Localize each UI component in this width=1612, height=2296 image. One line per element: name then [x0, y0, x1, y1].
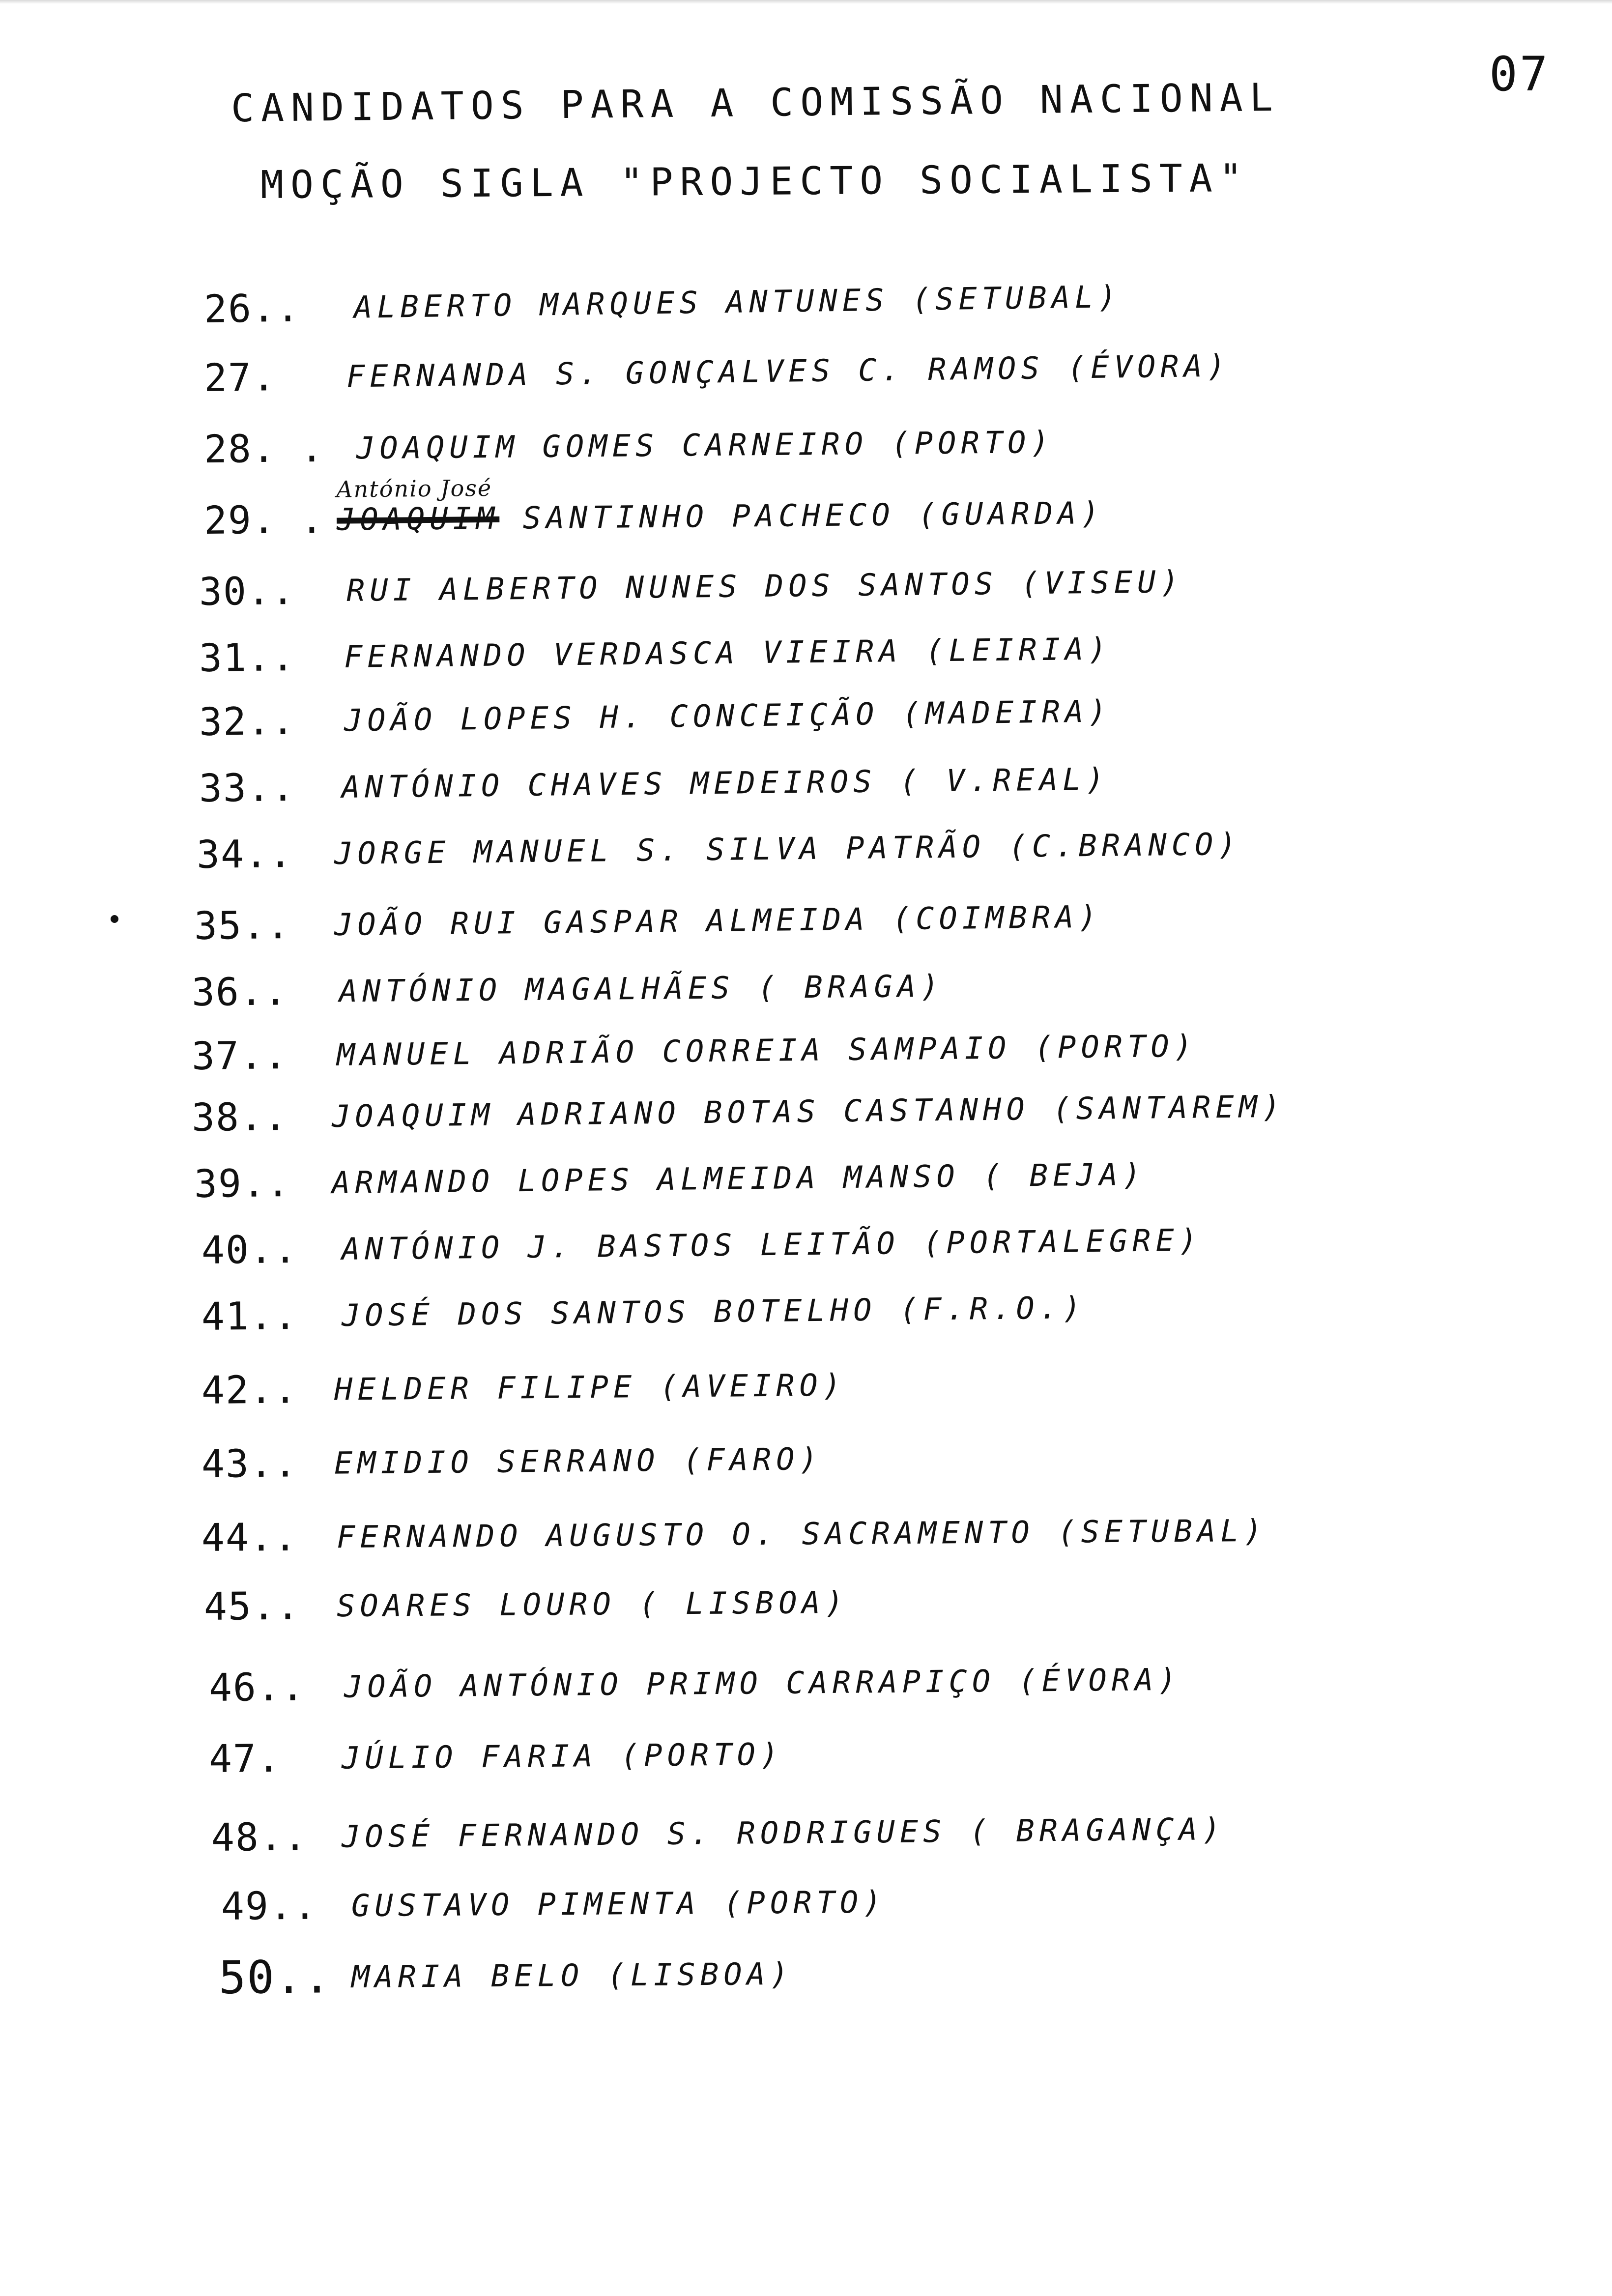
entry-number: 37.. [191, 1033, 288, 1079]
candidate-name: ANTÓNIO MAGALHÃES ( BRAGA) [339, 968, 944, 1009]
list-item [201, 1222, 1203, 1278]
candidate-name-rest: SANTINHO PACHECO (GUARDA) [522, 495, 1105, 536]
entry-number: 48.. [211, 1815, 308, 1860]
entry-number: 35.. [194, 903, 291, 948]
candidate-name: JÚLIO FARIA (PORTO) [341, 1736, 784, 1776]
list-item [203, 278, 1122, 337]
entry-number: 32.. [199, 699, 296, 745]
entry-number: 43.. [201, 1441, 298, 1487]
candidate-name: JOÃO LOPES H. CONCEIÇÃO (MADEIRA) [344, 693, 1112, 739]
candidate-name: EMIDIO SERRANO (FARO) [334, 1440, 823, 1481]
entry-number: 41.. [201, 1293, 298, 1339]
entry-number: 40.. [201, 1227, 298, 1273]
entry-number: 39.. [194, 1161, 291, 1206]
candidate-name: FERNANDO VERDASCA VIEIRA (LEIRIA) [344, 631, 1112, 675]
candidate-name: RUI ALBERTO NUNES DOS SANTOS (VISEU) [346, 564, 1184, 608]
entry-number: 44.. [201, 1515, 298, 1560]
list-item [203, 347, 1231, 405]
list-item [211, 1810, 1226, 1865]
candidate-name: JOAQUIM GOMES CARNEIRO (PORTO) [356, 424, 1055, 466]
entry-number: 46.. [208, 1665, 306, 1710]
candidate-name: JORGE MANUEL S. SILVA PATRÃO (C.BRANCO) [334, 826, 1242, 872]
entry-number: 27. [203, 355, 277, 401]
candidate-name: JOSÉ FERNANDO S. RODRIGUES ( BRAGANÇA) [341, 1810, 1226, 1855]
entry-number: 29. . [203, 497, 325, 543]
candidate-name: FERNANDO AUGUSTO O. SACRAMENTO (SETUBAL) [336, 1512, 1267, 1555]
entry-number: 31.. [199, 635, 296, 681]
candidate-name: JOSÉ DOS SANTOS BOTELHO (F.R.O.) [341, 1290, 1086, 1334]
entry-number: 50.. [218, 1951, 332, 2004]
struck-out-name: JOAQUIM [336, 500, 500, 538]
entry-number: 26.. [203, 286, 301, 332]
candidate-name: JOAQUIM ADRIANO BOTAS CASTANHO (SANTAREM) [331, 1088, 1286, 1135]
entry-number: 28. . [203, 426, 325, 472]
candidate-name: ALBERTO MARQUES ANTUNES (SETUBAL) [353, 278, 1122, 325]
candidate-name: SOARES LOURO ( LISBOA) [336, 1584, 849, 1624]
list-item [191, 1088, 1286, 1145]
document-title: CANDIDATOS PARA A COMISSÃO NACIONAL [230, 75, 1280, 131]
entry-number: 30.. [199, 569, 296, 614]
page-number: 07 [1489, 47, 1550, 102]
candidate-name: FERNANDA S. GONÇALVES C. RAMOS (ÉVORA) [346, 347, 1231, 395]
candidate-name: MANUEL ADRIÃO CORREIA SAMPAIO (PORTO) [336, 1028, 1198, 1073]
entry-number: 33.. [199, 765, 296, 811]
candidate-name: ARMANDO LOPES ALMEIDA MANSO ( BEJA) [331, 1156, 1146, 1201]
candidate-name: MARIA BELO (LISBOA) [351, 1955, 794, 1995]
candidate-name: ANTÓNIO CHAVES MEDEIROS ( V.REAL) [341, 761, 1110, 805]
candidate-name: GUSTAVO PIMENTA (PORTO) [351, 1884, 887, 1924]
list-item [221, 1880, 887, 1934]
entry-number: 38.. [191, 1094, 288, 1140]
entry-number: 34.. [196, 832, 293, 877]
entry-number: 36.. [191, 970, 288, 1015]
list-item [196, 826, 1242, 882]
handwritten-correction: António José [336, 474, 492, 503]
candidate-name [337, 486, 1105, 547]
candidate-name: ANTÓNIO J. BASTOS LEITÃO (PORTALEGRE) [341, 1222, 1203, 1267]
candidate-name: HELDER FILIPE (AVEIRO) [334, 1367, 846, 1407]
candidate-name: JOÃO RUI GASPAR ALMEIDA (COIMBRA) [334, 898, 1102, 943]
entry-number: 42.. [201, 1368, 298, 1413]
candidate-name: JOÃO ANTÓNIO PRIMO CARRAPIÇO (ÉVORA) [344, 1661, 1182, 1705]
entry-number: 47. [208, 1736, 282, 1781]
document-subtitle: MOÇÃO SIGLA "PROJECTO SOCIALISTA" [260, 156, 1249, 208]
list-item [191, 1028, 1198, 1084]
list-item [201, 1290, 1086, 1344]
entry-number: 45.. [203, 1584, 301, 1629]
entry-number: 49.. [221, 1884, 318, 1929]
